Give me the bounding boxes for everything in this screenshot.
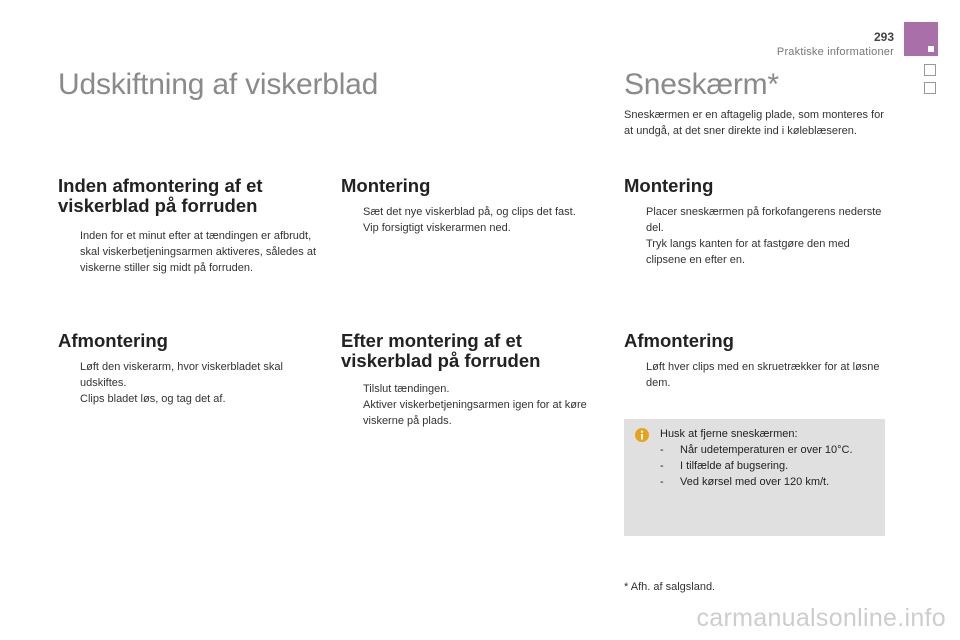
- list-item: Aktiver viskerbetjeningsarmen igen for at køre viskerne på plads.: [363, 399, 587, 427]
- tab-dot-icon: [928, 46, 934, 52]
- chapter-tab[interactable]: [924, 82, 936, 94]
- list-item: Placer sneskærmen på forkofangerens nederste del.: [646, 206, 882, 234]
- section-heading: Afmontering: [58, 330, 168, 351]
- list-item: Løft hver clips med en skruetrækker for at løsne dem.: [646, 361, 880, 389]
- section-heading: Montering: [624, 175, 714, 196]
- list-item: - Ved kørsel med over 120 km/t.: [660, 476, 830, 488]
- list-item: Clips bladet løs, og tag det af.: [80, 393, 226, 405]
- list-item: Tryk langs kanten for at fastgøre den med clipsene en efter en.: [646, 238, 850, 266]
- snow-screen-intro: Sneskærmen er en aftagelig plade, som monteres for at undgå, at det sner direkte ind i køleblæseren.: [624, 109, 884, 137]
- section-after-mounting: [341, 331, 601, 429]
- info-text: [660, 426, 880, 490]
- page-title: Udskiftning af viskerblad: [58, 68, 379, 101]
- chapter-tab[interactable]: [924, 64, 936, 76]
- bullet-list: [624, 204, 886, 268]
- chapter-tab-active[interactable]: [904, 22, 938, 56]
- list-item: Vip forsigtigt viskerarmen ned.: [363, 222, 511, 234]
- list-item: Inden for et minut efter at tændingen er afbrudt, skal viskerbetjeningsarmen aktiveres, således at viskerne stiller sig midt på forruden.: [80, 230, 317, 274]
- info-intro: Husk at fjerne sneskærmen:: [660, 428, 798, 440]
- watermark: carmanualsonline.info: [696, 604, 946, 632]
- snow-screen-removal: [624, 331, 886, 391]
- section-heading: Afmontering: [624, 330, 734, 351]
- list-item: Løft den viskerarm, hvor viskerbladet skal udskiftes.: [80, 361, 283, 389]
- section-before-removal: [58, 176, 318, 276]
- list-item: - Når udetemperaturen er over 10°C.: [660, 444, 853, 456]
- section-title: Praktiske informationer: [776, 46, 894, 58]
- section-heading: Montering: [341, 175, 431, 196]
- snow-screen-mounting: [624, 176, 886, 268]
- bullet-list: [58, 228, 318, 276]
- info-list: [660, 442, 880, 490]
- bullet-list: [624, 359, 886, 391]
- section-mounting: [341, 176, 607, 236]
- bullet-list: [341, 204, 607, 236]
- info-box: [624, 419, 885, 536]
- bullet-list: [341, 381, 601, 429]
- list-item: Tilslut tændingen.: [363, 383, 450, 395]
- footnote: * Afh. af salgsland.: [624, 581, 716, 593]
- page-number: 293: [873, 30, 894, 44]
- bullet-list: [58, 359, 316, 407]
- list-item: Sæt det nye viskerblad på, og clips det fast.: [363, 206, 576, 218]
- section-heading: Inden afmontering af et viskerblad på forruden: [58, 175, 263, 216]
- section-heading: Efter montering af et viskerblad på forruden: [341, 330, 541, 371]
- section-removal: [58, 331, 316, 407]
- list-item: - I tilfælde af bugsering.: [660, 460, 789, 472]
- snow-screen-title: Sneskærm*: [624, 68, 779, 101]
- info-icon: [635, 428, 649, 442]
